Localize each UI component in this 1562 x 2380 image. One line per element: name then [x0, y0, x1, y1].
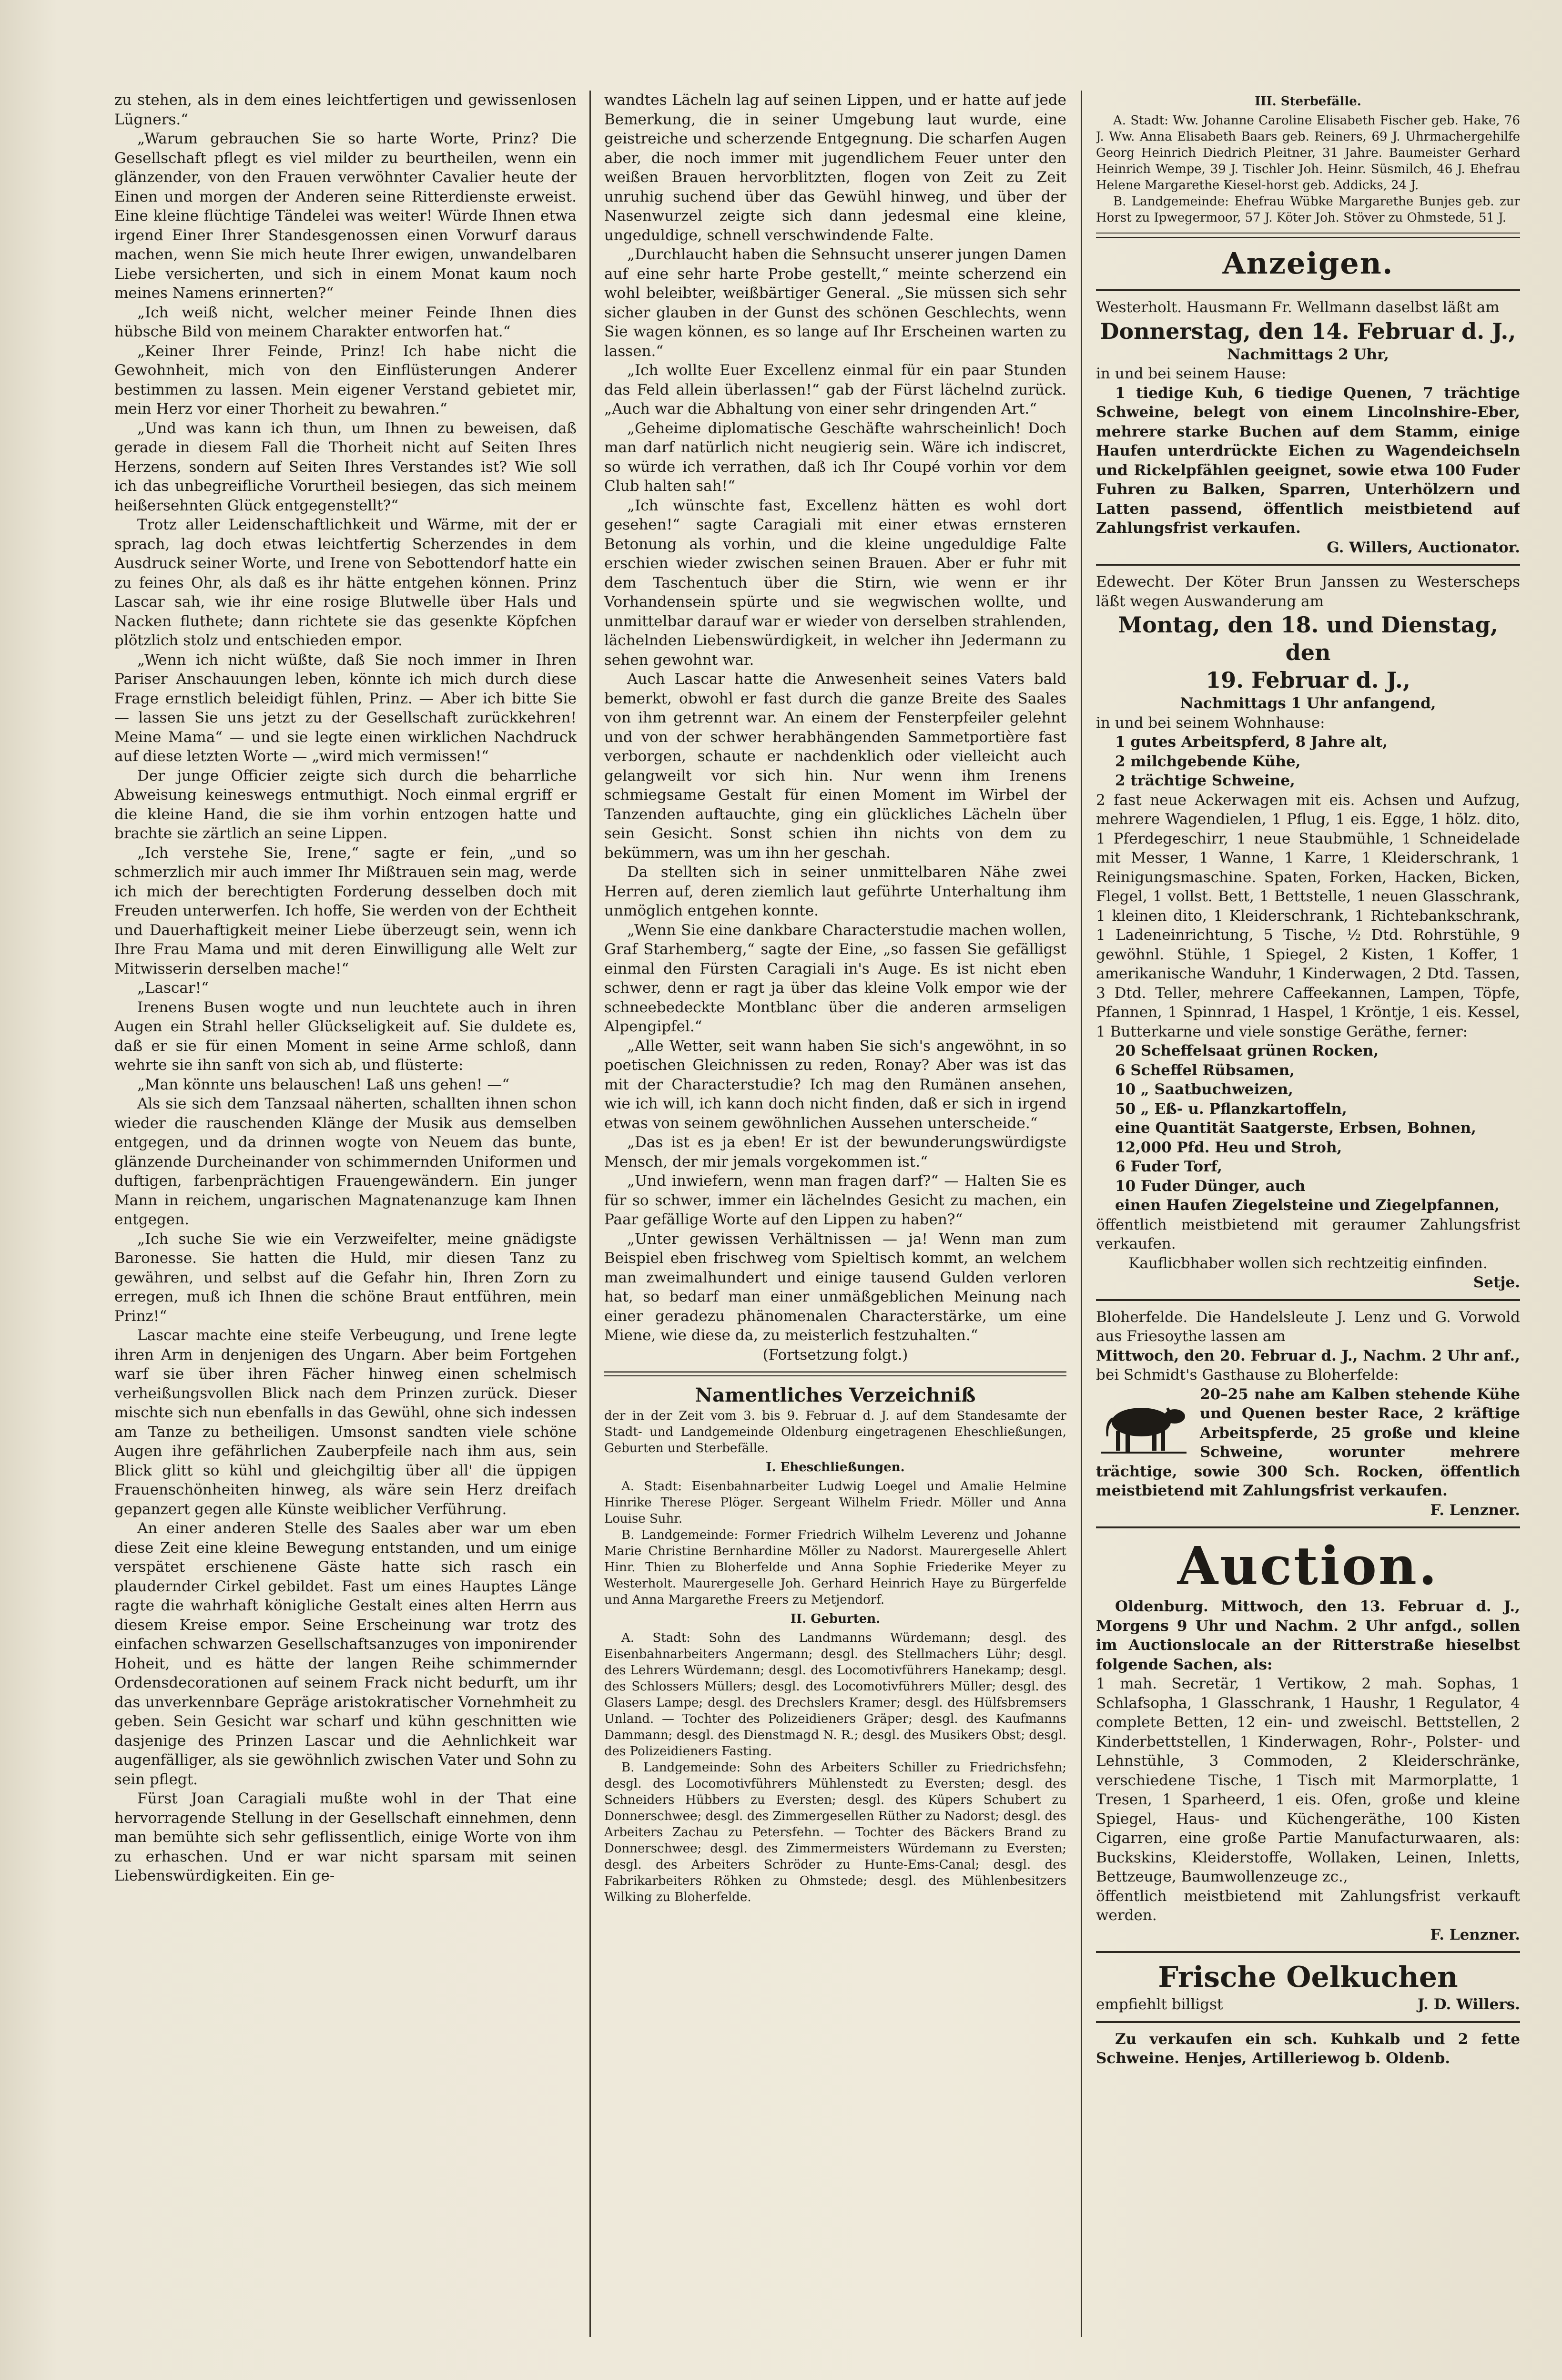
paragraph: „Durchlaucht haben die Sehnsucht unserer jungen Damen auf eine sehr harte Probe gestellt,“ meinte scherzend ein wohl beleibter, weißbärtiger General. „Sie müssen sich sehr sicher glauben in der Gunst des schönen Geschlechts, wenn Sie wagen können, es so lange auf Ihr Erscheinen warten zu lassen.“	[604, 246, 1066, 360]
ad-place: in und bei seinem Wohnhause:	[1096, 714, 1325, 732]
deaths-section	[1096, 93, 1520, 226]
ad-auction	[1096, 1535, 1520, 1944]
ad-signature: Setje.	[1473, 1274, 1520, 1291]
ad-signature: G. Willers, Auctionator.	[1327, 539, 1520, 556]
paragraph: wandtes Lächeln lag auf seinen Lippen, und er hatte auf jede Bemerkung, die in seiner Umgebung laut wurde, eine geistreiche und scherzende Entgegnung. Die scharfen Augen aber, die noch immer mit jugendlichem Feuer unter den weißen Brauen hervorblitzten, flogen von Zeit zu Zeit unruhig suchend über das Gewühl hinweg, und über der Nasenwurzel zeigte sich dann jedesmal eine kleine, ungeduldige, schnell verschwindende Falte.	[604, 92, 1066, 244]
registry-body	[604, 1408, 1066, 1905]
ad-time: Nachmittags 1 Uhr anfangend,	[1180, 695, 1436, 712]
ad-line: 2 trächtige Schweine,	[1115, 772, 1295, 789]
auction-heading: Auction.	[1177, 1535, 1439, 1597]
ad-signature: F. Lenzner.	[1430, 1926, 1520, 1943]
ad-divider	[1096, 1951, 1520, 1953]
paragraph: „Geheime diplomatische Geschäfte wahrscheinlich! Doch man darf natürlich nicht neugierig sein. Wäre ich indiscret, so würde ich verrathen, daß ich Ihr Coupé vorhin vor dem Club halten sah!“	[604, 419, 1066, 495]
ad-signature: J. D. Willers.	[1417, 1996, 1520, 2013]
story-column-2	[604, 91, 1066, 2337]
registry-entry: B. Landgemeinde: Former Friedrich Wilhelm Leverenz und Johanne Marie Christine Bernhardine Möller zu Nadorst. Maurergeselle Ahlert Hinr. Thien zu Bloherfelde und Anna Sophie Friederike Meyer zu Westerholt. Maurergeselle Joh. Gerhard Heinrich Haye zu Bürgerfelde und Anna Margarethe Freers zu Metjendorf.	[604, 1528, 1066, 1607]
ad-divider	[1096, 2021, 1520, 2023]
anzeigen-heading: Anzeigen.	[1222, 246, 1394, 281]
section-divider	[1096, 233, 1520, 238]
paragraph: „Das ist es ja eben! Er ist der bewunderungswürdigste Mensch, der mir jemals vorgekommen ist.“	[604, 1134, 1066, 1170]
paragraph: Der junge Officier zeigte sich durch die beharrliche Abweisung keineswegs entmuthigt. Noch einmal ergriff er die kleine Hand, die sie ihm vorhin entzogen hatte und brachte sie zärtlich an seine Lippen.	[114, 767, 577, 842]
ad-items: 20–25 nahe am Kalben stehende Kühe und Quenen bester Race, 2 kräftige Arbeitspferde, 25 große und kleine Schweine, worunter mehrere trächtige, sowie 300 Sch. Rocken, öffentlich meistbietend mit Zahlungsfrist verkaufen.	[1096, 1385, 1520, 1499]
ad-signature: F. Lenzner.	[1430, 1501, 1520, 1519]
ad-body: Zu verkaufen ein sch. Kuhkalb und 2 fette Schweine. Henjes, Artilleriewog b. Oldenb.	[1096, 2030, 1520, 2067]
column-divider	[1081, 91, 1082, 2337]
registry-entry: A. Stadt: Sohn des Landmanns Würdemann; desgl. des Eisenbahnarbeiters Angermann; desgl. des Stellmachers Lühr; desgl. des Lehrers Würdemann; desgl. des Locomotivführers Hanekamp; desgl. des Schlossers Müllers; desgl. des Locomotivführers Müller; desgl. des Glasers Lampe; desgl. des Drechslers Kramer; desgl. des Hülfsbremsers Unland. — Tochter des Polizeidieners Gräper; desgl. des Kaufmanns Dammann; desgl. des Dienstmagd N. R.; desgl. des Musikers Obst; desgl. des Polizeidieners Fasting.	[604, 1631, 1066, 1759]
paragraph: „Wenn Sie eine dankbare Characterstudie machen wollen, Graf Starhemberg,“ sagte der Eine, „so fassen Sie gefälligst einmal den Fürsten Caragiali in's Auge. Es ist nicht eben schwer, denn er ragt ja über das kleine Volk empor wie der schneebedeckte Montblanc über die anderen armseligen Alpengipfel.“	[604, 921, 1066, 1035]
paragraph: „Ich suche Sie wie ein Verzweifelter, meine gnädigste Baronesse. Sie hatten die Huld, mir diesen Tanz zu gewähren, und selbst auf die Gefahr hin, Ihren Zorn zu erregen, muß ich Ihnen die schöne Braut entführen, mein Prinz!“	[114, 1230, 577, 1325]
ad-line: 6 Scheffel Rübsamen,	[1115, 1061, 1295, 1079]
ad-divider	[1096, 1526, 1520, 1528]
paragraph: „Wenn ich nicht wüßte, daß Sie noch immer in Ihren Pariser Anschauungen leben, könnte ich mich durch diese Frage ernstlich beleidigt fühlen, Prinz. — Aber ich bitte Sie — lassen Sie uns jetzt zu der Gesellschaft zurückkehren! Meine Mama“ — und sie legte einen wirklichen Nachdruck auf diese letzten Worte — „wird mich vermissen!“	[114, 651, 577, 765]
ad-line: 10 Fuder Dünger, auch	[1115, 1177, 1306, 1195]
paragraph: „Und inwiefern, wenn man fragen darf?“ — Halten Sie es für so schwer, immer ein lächelndes Gesicht zu machen, ein Paar gefällige Worte auf den Lippen zu haben?“	[604, 1172, 1066, 1228]
registry-title: Namentliches Verzeichniß	[695, 1384, 976, 1406]
ad-line: 20 Scheffelsaat grünen Rocken,	[1115, 1042, 1379, 1059]
registry-heading: I. Eheschließungen.	[766, 1460, 905, 1475]
ad-line: 1 gutes Arbeitspferd, 8 Jahre alt,	[1115, 733, 1388, 751]
oelkuchen-heading: Frische Oelkuchen	[1158, 1961, 1458, 1994]
ad-intro: Westerholt. Hausmann Fr. Wellmann daselbst läßt am	[1096, 299, 1500, 316]
oelkuchen-line	[1096, 1995, 1520, 2014]
cow-illustration	[1096, 1389, 1191, 1460]
ad-intro: Bloherfelde. Die Handelsleute J. Lenz und G. Vorwold aus Friesoythe lassen am	[1096, 1308, 1520, 1345]
registry-intro: der in der Zeit vom 3. bis 9. Februar d. J. auf dem Standesamte der Stadt- und Landgemeinde Oldenburg eingetragenen Eheschließungen, Geburten und Sterbefälle.	[604, 1409, 1066, 1455]
ad-janssen	[1096, 572, 1520, 1292]
ad-place: in und bei seinem Hause:	[1096, 365, 1287, 382]
paragraph: „Man könnte uns belauschen! Laß uns gehen! —“	[137, 1076, 510, 1093]
paragraph: „Ich weiß nicht, welcher meiner Feinde Ihnen dies hübsche Bild von meinem Charakter entworfen hat.“	[114, 304, 577, 340]
ad-invite: Kauflicbhaber wollen sich rechtzeitig einfinden.	[1128, 1254, 1488, 1272]
ad-body: öffentlich meistbietend mit geraumer Zahlungsfrist verkaufen.	[1096, 1216, 1520, 1252]
paragraph: Als sie sich dem Tanzsaal näherten, schallten ihnen schon wieder die rauschenden Klänge der Musik aus demselben entgegen, und da drinnen wogte von Neuem das bunte, glänzende Durcheinander von schimmernden Uniformen und duftigen, farbenprächtigen Frauengewändern. Ein junger Mann in reichem, ungarischen Magnatenanzuge kam Ihnen entgegen.	[114, 1095, 577, 1228]
paragraph: Trotz aller Leidenschaftlichkeit und Wärme, mit der er sprach, lag doch etwas leichtfertig Scherzendes in dem Ausdruck seiner Worte, und Irene von Sebottendorf hatte ein zu feines Ohr, als daß es ihr hätte entgehen können. Prinz Lascar sah, wie ihr eine rosige Blutwelle über Hals und Nacken fluthete; dann richtete sie das gesenkte Köpfchen plötzlich stolz und entschieden empor.	[114, 516, 577, 649]
paragraph: Fürst Joan Caragiali mußte wohl in der That eine hervorragende Stellung in der Gesellschaft einnehmen, denn man bemühte sich sehr geflissentlich, einige Worte von ihm zu erhaschen. Und er war nicht sparsam mit seinen Liebenswürdigkeiten. Ein ge-	[114, 1790, 577, 1884]
ad-line: 12,000 Pfd. Heu und Stroh,	[1115, 1139, 1342, 1156]
ad-divider	[1096, 1299, 1520, 1301]
paragraph: zu stehen, als in dem eines leichtfertigen und gewissenlosen Lügners.“	[114, 92, 577, 128]
ad-line: 50 „ Eß- u. Pflanzkartoffeln,	[1115, 1100, 1347, 1118]
auction-end: öffentlich meistbietend mit Zahlungsfrist verkauft werden.	[1096, 1887, 1520, 1924]
ad-date: Montag, den 18. und Dienstag, den	[1118, 612, 1498, 665]
section-divider	[604, 1371, 1066, 1376]
ad-line: 6 Fuder Torf,	[1115, 1158, 1222, 1175]
deaths-entry: A. Stadt: Ww. Johanne Caroline Elisabeth Fischer geb. Hake, 76 J. Ww. Anna Elisabeth Baars geb. Reiners, 69 J. Uhrmachergehilfe Georg Heinrich Diedrich Pleitner, 31 Jahre. Baumeister Gerhard Heinrich Wempe, 39 J. Tischler Joh. Heinr. Süsmilch, 46 J. Ehefrau Helene Margarethe Kiesel-horst geb. Addicks, 24 J.	[1096, 113, 1520, 193]
registry-entry: A. Stadt: Eisenbahnarbeiter Ludwig Loegel und Amalie Helmine Hinrike Therese Plöger. Sergeant Wilhelm Friedr. Möller und Anna Louise Suhr.	[604, 1479, 1066, 1526]
ad-divider	[1096, 289, 1520, 291]
ad-items: 1 tiedige Kuh, 6 tiedige Quenen, 7 trächtige Schweine, belegt von einem Lincolnshire-Eber, mehrere starke Buchen auf dem Stamm, einige Haufen unterdrückte Eichen zu Wagendeichseln und Rickelpfählen geeignet, sowie etwa 100 Fuder Fuhren zu Balken, Sparren, Unterhölzern und Latten passend, öffentlich meistbietend auf Zahlungsfrist verkaufen.	[1096, 384, 1520, 537]
ad-body: 2 fast neue Ackerwagen mit eis. Achsen und Aufzug, mehrere Wagendielen, 1 Pflug, 1 eis. Egge, 1 hölz. dito, 1 Pferdegeschirr, 1 neue Staubmühle, 1 Schneidelade mit Messer, 1 Wanne, 1 Karre, 1 Kleiderschrank, 1 Reinigungsmaschine. Spaten, Forken, Hacken, Bicken, Flegel, 1 vollst. Bett, 1 Bettstelle, 1 neuen Glasschrank, 1 kleinen dito, 1 Kleiderschrank, 1 Richtebankschrank, 1 Ladeneinrichtung, 5 Tische, ½ Dtd. Rohrstühle, 9 gewöhnl. Stühle, 1 Spiegel, 2 Kisten, 1 Koffer, 1 amerikanische Wanduhr, 1 Kinderwagen, 2 Dtd. Tassen, 3 Dtd. Teller, mehrere Caffeekannen, Lampen, Töpfe, Pfannen, 1 Spinnrad, 1 Haspel, 1 Kröntje, 1 eis. Kessel, 1 Butterkarne und viele sonstige Geräthe, ferner:	[1096, 791, 1520, 1040]
story-column-1	[114, 91, 577, 2337]
ad-date: Mittwoch, den 20. Februar d. J., Nachm. 2 Uhr anf.,	[1096, 1347, 1520, 1364]
continued-note: (Fortsetzung folgt.)	[762, 1346, 908, 1363]
ad-time: Nachmittags 2 Uhr,	[1227, 346, 1389, 363]
registry-section	[604, 1383, 1066, 1905]
deaths-title: III. Sterbefälle.	[1255, 94, 1361, 109]
ad-date: Donnerstag, den 14. Februar d. J.,	[1100, 318, 1516, 344]
ad-line: eine Quantität Saatgerste, Erbsen, Bohnen,	[1115, 1119, 1476, 1137]
ad-place: bei Schmidt's Gasthause zu Bloherfelde:	[1096, 1366, 1399, 1383]
ad-lenz	[1096, 1308, 1520, 1520]
auction-intro: Oldenburg. Mittwoch, den 13. Februar d. J., Morgens 9 Uhr und Nachm. 2 Uhr anfgd., sollen im Auctionslocale an der Ritterstraße hieselbst folgende Sachen, als:	[1096, 1598, 1520, 1673]
paragraph: „Und was kann ich thun, um Ihnen zu beweisen, daß gerade in diesem Fall die Thorheit nicht auf Seiten Ihres Herzens, sondern auf Seiten Ihres Verstandes ist? Wie soll ich das unbegreifliche Vorurtheil besiegen, das sich meinem heißersehnten Glück entgegenstellt?“	[114, 419, 577, 514]
ad-henjes	[1096, 2030, 1520, 2068]
paragraph: „Keiner Ihrer Feinde, Prinz! Ich habe nicht die Gewohnheit, mich von den Einflüsterungen Anderer bestimmen zu lassen. Mein eigener Verstand gebietet mir, mein Herz vor einer Thorheit zu bewahren.“	[114, 342, 577, 417]
paragraph: „Alle Wetter, seit wann haben Sie sich's angewöhnt, in so poetischen Gleichnissen zu reden, Ronay? Aber was ist das mit der Characterstudie? Ich mag den Rumänen ansehen, wie ich will, ich kann doch nicht finden, daß er sich in irgend etwas von seinem gewöhnlichen Aussehen unterscheide.“	[604, 1037, 1066, 1132]
ad-oelkuchen	[1096, 1960, 1520, 2014]
paragraph: „Ich wünschte fast, Excellenz hätten es wohl dort gesehen!“ sagte Caragiali mit einer etwas ernsteren Betonung als vorhin, und die kleine ungeduldige Falte erschien wieder zwischen seinen Brauen. Aber er fuhr mit dem Taschentuch über die Stirn, wie wenn er ihr Vorhandensein spürte und sie wegwischen wollte, und unmittelbar darauf war er wieder von derselben strahlenden, lächelnden Liebenswürdigkeit, in welcher ihn Jedermann zu sehen gewohnt war.	[604, 497, 1066, 669]
ad-line: einen Haufen Ziegelsteine und Ziegelpfannen,	[1115, 1197, 1500, 1214]
paragraph: Da stellten sich in seiner unmittelbaren Nähe zwei Herren auf, deren ziemlich laut geführte Unterhaltung ihm unmöglich entgehen konnte.	[604, 864, 1066, 919]
ad-line: 10 „ Saatbuchweizen,	[1115, 1081, 1293, 1098]
paragraph: „Warum gebrauchen Sie so harte Worte, Prinz? Die Gesellschaft pflegt es viel milder zu beurtheilen, wenn ein glänzender, von den Frauen verwöhnter Cavalier heute der Einen und morgen der Anderen seine Ritterdienste erweist. Eine kleine flüchtige Tändelei was weiter! Würde Ihnen etwa irgend Einer Ihrer Standesgenossen einen Vorwurf daraus machen, wenn Sie mich heute Ihrer ewigen, unwandelbaren Liebe versicherten, und sich in einem Monat kaum noch meines Namens erinnerten?“	[114, 130, 577, 302]
ad-date: 19. Februar d. J.,	[1206, 667, 1410, 693]
registry-entry: B. Landgemeinde: Sohn des Arbeiters Schiller zu Friedrichsfehn; desgl. des Locomotivführers Mühlenstedt zu Eversten; desgl. des Schneiders Hübbers zu Eversten; desgl. des Küpers Schubert zu Donnerschwee; desgl. des Zimmergesellen Rüther zu Nadorst; desgl. des Arbeiters Zachau zu Petersfehn. — Tochter des Bäckers Brand zu Donnerschwee; desgl. des Zimmermeisters Würdemann zu Eversten; desgl. des Arbeiters Schröder zu Hunte-Ems-Canal; desgl. des Fabrikarbeiters Röhken zu Ohmstede; desgl. des Mühlenbesitzers Wilking zu Bloherfelde.	[604, 1760, 1066, 1904]
ad-intro: Edewecht. Der Köter Brun Janssen zu Westerscheps läßt wegen Auswanderung am	[1096, 573, 1520, 610]
ad-wellmann	[1096, 298, 1520, 557]
paragraph: „Lascar!“	[137, 979, 209, 997]
ad-divider	[1096, 564, 1520, 566]
paragraph: „Ich verstehe Sie, Irene,“ sagte er fein, „und so schmerzlich mir auch immer Ihr Mißtrauen sein mag, werde ich mich der berechtigten Forderung desselben doch mit Freuden unterwerfen. Ich hoffe, Sie werden von der Echtheit und Dauerhaftigkeit meiner Liebe überzeugt sein, wenn ich Ihre Frau Mama und mit deren Einwilligung alle Welt zur Mitwisserin derselben mache!“	[114, 844, 577, 977]
paragraph: Lascar machte eine steife Verbeugung, und Irene legte ihren Arm in denjenigen des Ungarn. Aber beim Fortgehen warf sie über ihren Fächer hinweg einen schelmisch verheißungsvollen Blick nach dem Prinzen zurück. Dieser mischte sich nun ebenfalls in das Gewühl, ohne sich indessen am Tanze zu betheiligen. Umsonst sandten viele schöne Augen ihre gefährlichen Zauberpfeile nach ihm aus, sein Blick glitt so kühl und gleichgiltig über all' die üppigen Frauenschönheiten hinweg, als wäre sein Herz dreifach gepanzert gegen alle Künste weiblicher Verführung.	[114, 1327, 577, 1518]
deaths-entry: B. Landgemeinde: Ehefrau Wübke Margarethe Bunjes geb. zur Horst zu Ipwegermoor, 57 J. Köter Joh. Stöver zu Ohmstede, 51 J.	[1096, 194, 1520, 225]
oelkuchen-text: empfiehlt billigst	[1096, 1996, 1223, 2013]
paragraph: Auch Lascar hatte die Anwesenheit seines Vaters bald bemerkt, obwohl er fast durch die ganze Breite des Saales von ihm getrennt war. An einem der Fensterpfeiler gelehnt und von der schwer herabhängenden Sammetportière fast verborgen, schaute er nachdenklich oder vielleicht auch gelangweilt vor sich hin. Nur wenn ihm Irenens schmiegsame Gestalt für einen Moment im Wirbel der Tanzenden auftauchte, ging ein glückliches Lächeln über sein Gesicht. Sonst schien ihn nichts von dem zu bekümmern, was um ihn her geschah.	[604, 671, 1066, 862]
paragraph: „Ich wollte Euer Excellenz einmal für ein paar Stunden das Feld allein überlassen!“ gab der Fürst lächelnd zurück. „Auch war die Abhaltung von einer sehr dringenden Art.“	[604, 362, 1066, 417]
ad-line: 2 milchgebende Kühe,	[1115, 753, 1301, 770]
column-divider	[589, 91, 591, 2337]
ads-column	[1096, 91, 1520, 2337]
paragraph: Irenens Busen wogte und nun leuchtete auch in ihren Augen ein Strahl heller Glückseligkeit auf. Sie duldete es, daß er sie für einen Moment in seine Arme schloß, dann wehrte sie ihn sanft von sich ab, und flüsterte:	[114, 998, 577, 1074]
paragraph: „Unter gewissen Verhältnissen — ja! Wenn man zum Beispiel eben frischweg vom Spieltisch kommt, an welchem man zweimalhundert und einige tausend Gulden verloren hat, so bedarf man einer unmäßgeblichen Meinung nach einer geradezu phänomenalen Characterstärke, um eine Miene, wie diese da, zu meisterlich festzuhalten.“	[604, 1230, 1066, 1344]
auction-items: 1 mah. Secretär, 1 Vertikow, 2 mah. Sophas, 1 Schlafsopha, 1 Glasschrank, 1 Haushr, 1 Regulator, 4 complete Betten, 12 ein- und zweischl. Bettstellen, 2 Kinderbettstellen, 1 Kinderwagen, Rohr-, Polster- und Lehnstühle, 3 Commoden, 2 Kleiderschränke, verschiedene Tische, 1 Tisch mit Marmorplatte, 1 Tresen, 1 Sparheerd, 1 eis. Ofen, große und kleine Spiegel, Haus- und Küchengeräthe, 100 Kisten Cigarren, eine große Partie Manufacturwaaren, als: Buckskins, Kleiderstoffe, Wollaken, Leinen, Inletts, Bettzeuge, Baumwollenzeuge zc.,	[1096, 1675, 1520, 1885]
registry-heading: II. Geburten.	[790, 1612, 881, 1626]
paragraph: An einer anderen Stelle des Saales aber war um eben diese Zeit eine kleine Bewegung entstanden, und um einige verspätet erschienene Gäste hatte sich rasch ein plaudernder Cirkel gebildet. Fast um eines Hauptes Länge ragte die wahrhaft königliche Gestalt eines alten Herrn aus diesem Kreise empor. Seine Erscheinung war trotz des einfachen schwarzen Gesellschaftsanzuges von imponirender Hoheit, und es hätte der langen Reihe schimmernder Ordensdecorationen auf seinem Frack nicht bedurft, um ihr das unverkennbare Gepräge aristokratischer Vornehmheit zu geben. Sein Gesicht war scharf und kühn geschnitten wie dasjenige des Prinzen Lascar und die Aehnlichkeit war augenfälliger, als sie gewöhnlich zwischen Vater und Sohn zu sein pflegt.	[114, 1520, 577, 1788]
